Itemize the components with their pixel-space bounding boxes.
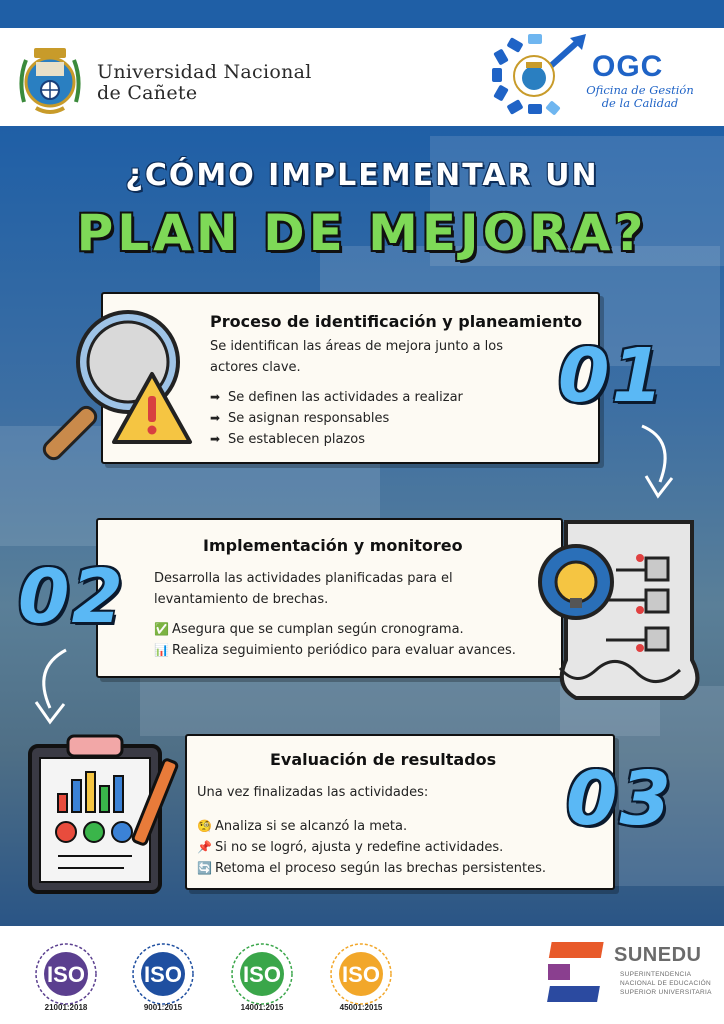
list-item: [210, 429, 463, 450]
university-name-line1: Universidad Nacional: [97, 61, 312, 83]
clipboard-evaluation-icon: [24, 728, 194, 896]
arrow-right-icon: ➡: [210, 390, 221, 404]
list-item: [197, 816, 546, 837]
step-heading: Proceso de identificación y planeamiento: [210, 312, 583, 331]
top-color-bar: [0, 0, 724, 28]
iso-code: 21001:2018: [44, 1003, 88, 1012]
monocle-face-icon: 🧐: [197, 819, 212, 833]
list-item: [210, 408, 463, 429]
list-item-text: Analiza si se alcanzó la meta.: [215, 819, 408, 834]
step-bullet-list: [154, 619, 516, 661]
step-number-02: 02: [18, 554, 125, 640]
university-name-line2: de Cañete: [97, 82, 198, 104]
bar-chart-icon: 📊: [154, 643, 169, 657]
step-description: Desarrolla las actividades planificadas para el levantamiento de brechas.: [154, 571, 453, 607]
list-item-text: Se definen las actividades a realizar: [228, 390, 463, 405]
sunedu-subtitle: [620, 970, 712, 997]
iso-code: 45001:2015: [339, 1003, 383, 1012]
step-card-2: [96, 518, 563, 678]
ogc-subtitle-line2: de la Calidad: [601, 96, 679, 110]
list-item-text: Asegura que se cumplan según cronograma.: [172, 622, 464, 637]
step-number-01: 01: [558, 333, 665, 419]
list-item-text: Si no se logró, ajusta y redefine actividades.: [215, 840, 504, 855]
sunedu-subtitle-line1: SUPERINTENDENCIA: [620, 971, 692, 978]
list-item: [154, 640, 516, 661]
ogc-subtitle: [580, 84, 700, 110]
iso-label: ISO: [243, 962, 281, 987]
step-bullet-list: [197, 816, 546, 879]
iso-label: ISO: [144, 962, 182, 987]
list-item: [197, 837, 546, 858]
step-heading: Evaluación de resultados: [270, 750, 497, 769]
iso-label: ISO: [47, 962, 85, 987]
step-bullet-list: [210, 387, 463, 450]
check-mark-icon: ✅: [154, 622, 169, 636]
ogc-acronym: OGC: [592, 50, 664, 83]
list-item: [197, 858, 546, 879]
pushpin-icon: 📌: [197, 840, 212, 854]
step-description: Se identifican las áreas de mejora junto a los actores clave.: [210, 339, 504, 375]
step-number-03: 03: [566, 756, 673, 842]
magnifier-warning-icon: [24, 300, 196, 472]
step-description: Una vez finalizadas las actividades:: [197, 785, 429, 800]
arrow-right-icon: ➡: [210, 432, 221, 446]
step-card-3: [185, 734, 615, 890]
plan-gear-bulb-icon: [536, 510, 708, 710]
title-line2: PLAN DE MEJORA?: [76, 204, 648, 262]
curved-arrow-down-icon: [630, 420, 680, 504]
refresh-icon: 🔄: [197, 861, 212, 875]
iso-code: 14001:2015: [240, 1003, 284, 1012]
curved-arrow-down-icon: [28, 644, 78, 730]
list-item-text: Retoma el proceso según las brechas persistentes.: [215, 861, 547, 876]
sunedu-name: SUNEDU: [614, 944, 702, 966]
list-item-text: Se establecen plazos: [228, 432, 365, 447]
sunedu-subtitle-line3: SUPERIOR UNIVERSITARIA: [620, 989, 712, 996]
list-item-text: Realiza seguimiento periódico para evaluar avances.: [172, 643, 516, 658]
list-item-text: Se asignan responsables: [228, 411, 390, 426]
title-line1: ¿CÓMO IMPLEMENTAR UN: [125, 158, 599, 193]
list-item: [210, 387, 463, 408]
ogc-logo-icon: [486, 32, 590, 120]
iso-label: ISO: [342, 962, 380, 987]
arrow-right-icon: ➡: [210, 411, 221, 425]
iso-code: 9001:2015: [143, 1003, 183, 1012]
step-heading: Implementación y monitoreo: [203, 536, 463, 555]
sunedu-subtitle-line2: NACIONAL DE EDUCACIÓN: [620, 980, 711, 987]
university-crest-icon: [16, 40, 84, 118]
university-name: [97, 62, 312, 104]
ogc-subtitle-line1: Oficina de Gestión: [586, 83, 694, 97]
sunedu-logo-icon: [546, 940, 610, 1006]
list-item: [154, 619, 516, 640]
